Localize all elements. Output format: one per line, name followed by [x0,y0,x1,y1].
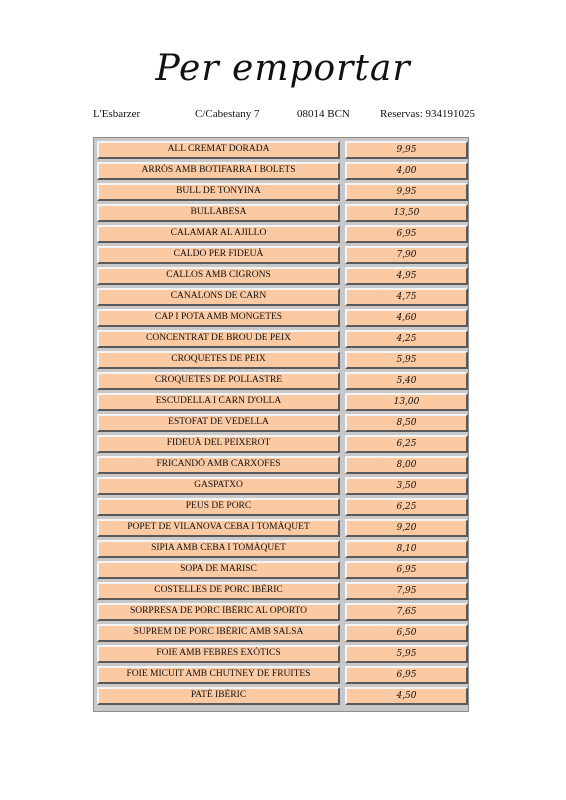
dish-name: BULL DE TONYINA [97,183,340,201]
dish-name: BULLABESA [97,204,340,222]
dish-name: CALDO PER FIDEUÀ [97,246,340,264]
dish-name: CALAMAR AL AJILLO [97,225,340,243]
dish-name: FIDEUÀ DEL PEIXEROT [97,435,340,453]
dish-price: 7,95 [345,582,468,600]
dish-name: GASPATXO [97,477,340,495]
dish-name: SORPRESA DE PORC IBÈRIC AL OPORTO [97,603,340,621]
dish-price: 9,95 [345,141,468,159]
dish-price: 6,50 [345,624,468,642]
dish-price: 5,95 [345,351,468,369]
dish-price: 7,90 [345,246,468,264]
dish-price: 13,50 [345,204,468,222]
page-title: Per emportar [155,48,411,89]
dish-price: 8,10 [345,540,468,558]
dish-price: 6,25 [345,498,468,516]
dish-name: SIPIA AMB CEBA I TOMÀQUET [97,540,340,558]
dish-price: 7,65 [345,603,468,621]
dish-name: SUPREM DE PORC IBÈRIC AMB SALSA [97,624,340,642]
dish-price: 9,20 [345,519,468,537]
dish-name: FRICANDÓ AMB CARXOFES [97,456,340,474]
dish-price: 8,00 [345,456,468,474]
dish-price: 8,50 [345,414,468,432]
dish-price: 3,50 [345,477,468,495]
dish-price: 6,95 [345,561,468,579]
dish-price: 9,95 [345,183,468,201]
dish-name: ESTOFAT DE VEDELLA [97,414,340,432]
menu-table [93,137,469,712]
dish-name: ESCUDELLA I CARN D'OLLA [97,393,340,411]
dish-name: COSTELLES DE PORC IBÈRIC [97,582,340,600]
postal-code: 08014 BCN [297,108,350,120]
dish-name: CONCENTRAT DE BROU DE PEIX [97,330,340,348]
dish-name: POPET DE VILANOVA CEBA I TOMÀQUET [97,519,340,537]
dish-name: CANALONS DE CARN [97,288,340,306]
dish-name: CROQUETES DE PEIX [97,351,340,369]
dish-price: 4,75 [345,288,468,306]
restaurant-name: L'Esbarzer [93,108,141,120]
dish-name: CALLOS AMB CIGRONS [97,267,340,285]
dish-price: 5,95 [345,645,468,663]
dish-price: 4,00 [345,162,468,180]
dish-name: SOPA DE MARISC [97,561,340,579]
dish-price: 4,60 [345,309,468,327]
dish-price: 5,40 [345,372,468,390]
dish-name: FOIE MICUIT AMB CHUTNEY DE FRUITES [97,666,340,684]
dish-price: 6,25 [345,435,468,453]
dish-price: 6,95 [345,225,468,243]
dish-price: 4,95 [345,267,468,285]
dish-name: FOIE AMB FEBRES EXÒTICS [97,645,340,663]
dish-price: 13,00 [345,393,468,411]
street-address: C/Cabestany 7 [195,108,260,120]
dish-price: 4,25 [345,330,468,348]
dish-name: CROQUETES DE POLLASTRE [97,372,340,390]
dish-name: PEUS DE PORC [97,498,340,516]
dish-price: 4,50 [345,687,468,705]
dish-name: CAP I POTA AMB MONGETES [97,309,340,327]
dish-name: ARRÒS AMB BOTIFARRA I BOLETS [97,162,340,180]
phone-number: Reservas: 934191025 [380,108,476,120]
dish-price: 6,95 [345,666,468,684]
dish-name: PATÉ IBÈRIC [97,687,340,705]
dish-name: ALL CREMAT DORADA [97,141,340,159]
